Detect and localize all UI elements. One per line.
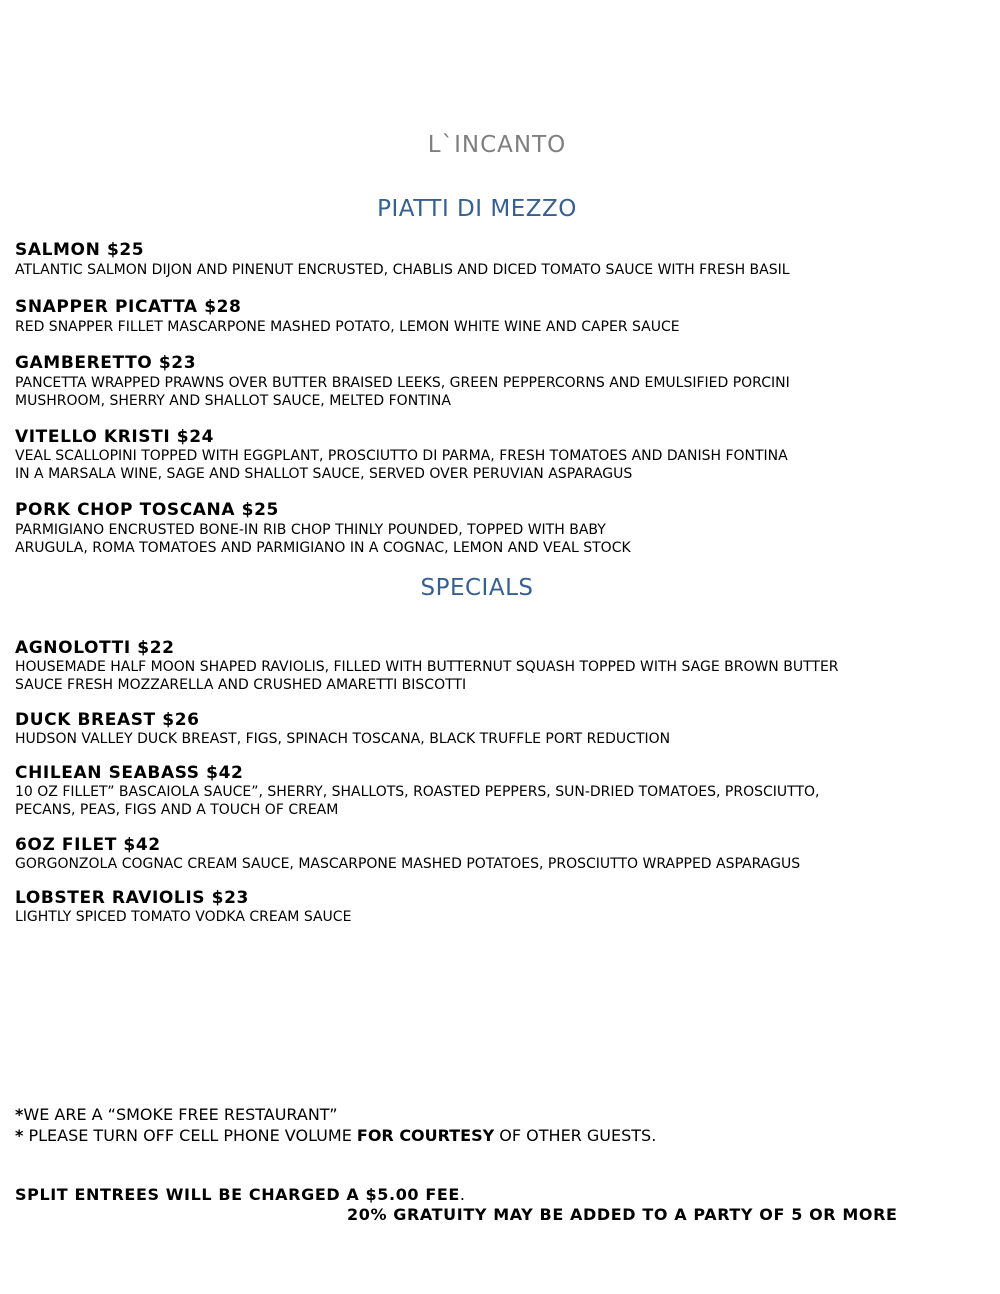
menu-item-name: LOBSTER RAVIOLIS $23 xyxy=(15,888,249,908)
menu-item-description xyxy=(15,730,915,748)
description-line: ATLANTIC SALMON DIJON AND PINENUT ENCRUSTED, CHABLIS AND DICED TOMATO SAUCE WITH FRESH BASIL xyxy=(15,262,790,278)
description-line: LIGHTLY SPICED TOMATO VODKA CREAM SAUCE xyxy=(15,909,352,925)
cell-phone-text: PLEASE TURN OFF CELL PHONE VOLUME xyxy=(23,1126,357,1145)
description-line: PARMIGIANO ENCRUSTED BONE-IN RIB CHOP THINLY POUNDED, TOPPED WITH BABY xyxy=(15,522,606,538)
section-title-specials: SPECIALS xyxy=(420,575,534,601)
description-line: GORGONZOLA COGNAC CREAM SAUCE, MASCARPONE MASHED POTATOES, PROSCIUTTO WRAPPED ASPARAGUS xyxy=(15,856,801,872)
description-line: ARUGULA, ROMA TOMATOES AND PARMIGIANO IN A COGNAC, LEMON AND VEAL STOCK xyxy=(15,540,631,556)
asterisk: * xyxy=(15,1105,24,1124)
menu-item-name: AGNOLOTTI $22 xyxy=(15,638,175,658)
split-fee-period: . xyxy=(459,1185,466,1204)
courtesy-emphasis: FOR COURTESY xyxy=(356,1126,495,1145)
menu-item-name: 6OZ FILET $42 xyxy=(15,835,161,855)
description-line: PANCETTA WRAPPED PRAWNS OVER BUTTER BRAISED LEEKS, GREEN PEPPERCORNS AND EMULSIFIED PORCINI xyxy=(15,375,790,391)
smoke-free-text: WE ARE A “SMOKE FREE RESTAURANT” xyxy=(23,1105,338,1124)
asterisk: * xyxy=(15,1126,24,1145)
description-line: IN A MARSALA WINE, SAGE AND SHALLOT SAUCE, SERVED OVER PERUVIAN ASPARAGUS xyxy=(15,466,633,482)
menu-item-description xyxy=(15,783,915,819)
description-line: HUDSON VALLEY DUCK BREAST, FIGS, SPINACH TOSCANA, BLACK TRUFFLE PORT REDUCTION xyxy=(15,731,671,747)
description-line: SAUCE FRESH MOZZARELLA AND CRUSHED AMARETTI BISCOTTI xyxy=(15,677,467,693)
menu-item-name: SNAPPER PICATTA $28 xyxy=(15,297,242,317)
cell-phone-note xyxy=(15,1126,656,1145)
split-fee-text: SPLIT ENTREES WILL BE CHARGED A $5.00 FEE xyxy=(15,1185,460,1204)
description-line: MUSHROOM, SHERRY AND SHALLOT SAUCE, MELTED FONTINA xyxy=(15,393,451,409)
description-line: 10 OZ FILLET” BASCAIOLA SAUCE”, SHERRY, SHALLOTS, ROASTED PEPPERS, SUN-DRIED TOMATOES, PROSCIUTTO, xyxy=(15,784,820,800)
menu-item-name: CHILEAN SEABASS $42 xyxy=(15,763,244,783)
menu-item-name: DUCK BREAST $26 xyxy=(15,710,200,730)
section-title-piatti-di-mezzo: PIATTI DI MEZZO xyxy=(377,196,577,222)
smoke-free-note xyxy=(15,1105,338,1124)
menu-item-description xyxy=(15,855,915,873)
menu-item-description xyxy=(15,908,915,926)
cell-phone-text-end: OF OTHER GUESTS. xyxy=(494,1126,657,1145)
menu-item-description xyxy=(15,261,915,279)
menu-item-name: GAMBERETTO $23 xyxy=(15,353,197,373)
split-fee-note xyxy=(15,1185,465,1204)
description-line: RED SNAPPER FILLET MASCARPONE MASHED POTATO, LEMON WHITE WINE AND CAPER SAUCE xyxy=(15,319,680,335)
menu-item-description xyxy=(15,374,915,410)
menu-item-description xyxy=(15,521,915,557)
description-line: VEAL SCALLOPINI TOPPED WITH EGGPLANT, PROSCIUTTO DI PARMA, FRESH TOMATOES AND DANISH FONTINA xyxy=(15,448,788,464)
menu-item-name: SALMON $25 xyxy=(15,240,145,260)
menu-item-name: VITELLO KRISTI $24 xyxy=(15,427,215,447)
description-line: PECANS, PEAS, FIGS AND A TOUCH OF CREAM xyxy=(15,802,339,818)
gratuity-note: 20% GRATUITY MAY BE ADDED TO A PARTY OF 5 OR MORE xyxy=(347,1205,898,1224)
menu-item-name: PORK CHOP TOSCANA $25 xyxy=(15,500,279,520)
menu-item-description xyxy=(15,447,915,483)
menu-item-description xyxy=(15,658,915,694)
description-line: HOUSEMADE HALF MOON SHAPED RAVIOLIS, FILLED WITH BUTTERNUT SQUASH TOPPED WITH SAGE BROWN BUTTER xyxy=(15,659,839,675)
menu-item-description xyxy=(15,318,915,336)
restaurant-name: L`INCANTO xyxy=(427,132,567,158)
